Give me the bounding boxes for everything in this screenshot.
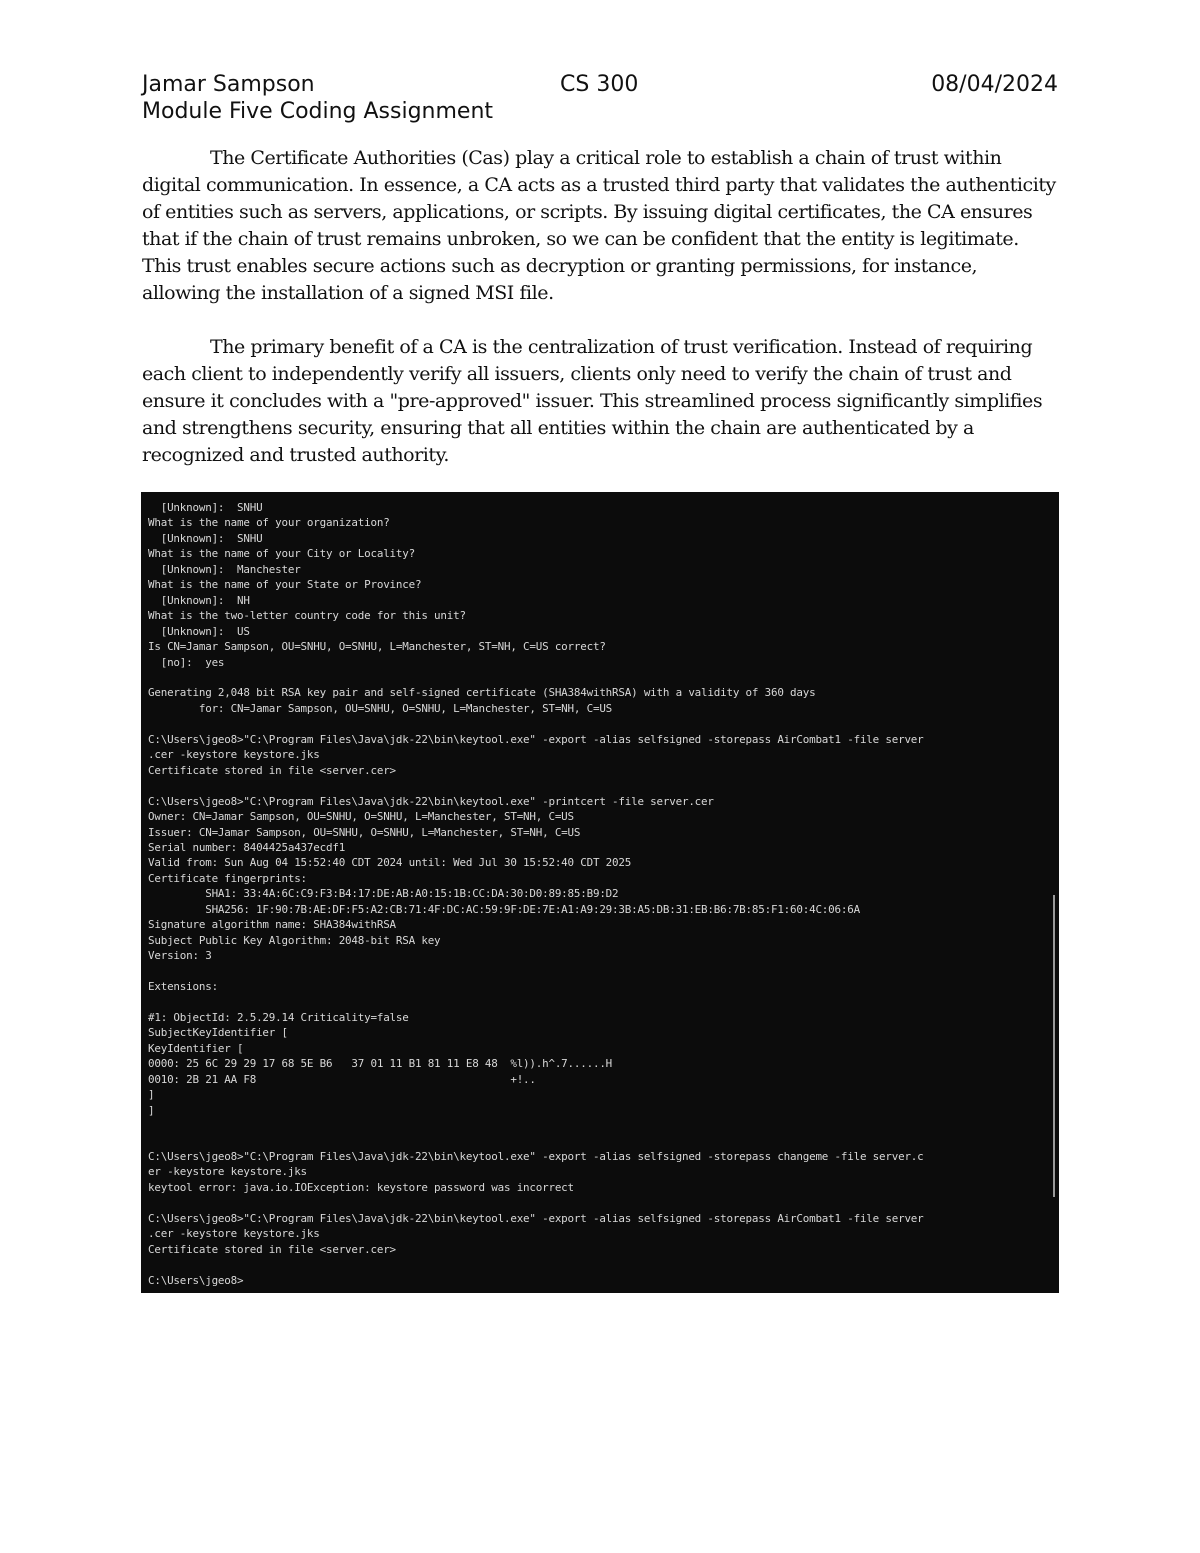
- terminal-output: [148, 500, 924, 1288]
- terminal-line: Subject Public Key Algorithm: 2048-bit RSA key: [148, 933, 441, 947]
- terminal-line: er -keystore keystore.jks: [148, 1165, 307, 1179]
- document-date: 08/04/2024: [931, 72, 1058, 97]
- terminal-line: Valid from: Sun Aug 04 15:52:40 CDT 2024 until: Wed Jul 30 15:52:40 CDT 2025: [148, 856, 632, 870]
- terminal-scrollbar[interactable]: [1053, 895, 1055, 1197]
- terminal-line: What is the name of your City or Locality?: [148, 547, 415, 561]
- terminal-line: [Unknown]: SNHU: [148, 531, 263, 545]
- terminal-line: .cer -keystore keystore.jks: [148, 1227, 320, 1241]
- terminal-line: Signature algorithm name: SHA384withRSA: [148, 918, 396, 932]
- terminal-line: Owner: CN=Jamar Sampson, OU=SNHU, O=SNHU, L=Manchester, ST=NH, C=US: [148, 810, 574, 824]
- course-code: CS 300: [560, 72, 639, 97]
- terminal-line: #1: ObjectId: 2.5.29.14 Criticality=false: [148, 1010, 409, 1024]
- terminal-line: [Unknown]: NH: [148, 593, 250, 607]
- terminal-line: ]: [148, 1088, 155, 1102]
- terminal-line: C:\Users\jgeo8>"C:\Program Files\Java\jdk-22\bin\keytool.exe" -export -alias selfsigned -storepass AirCombat1 -file server: [148, 1211, 924, 1225]
- terminal-line: keytool error: java.io.IOException: keystore password was incorrect: [148, 1180, 574, 1194]
- terminal-line: 0000: 25 6C 29 29 17 68 5E B6 37 01 11 B1 81 11 E8 48 %l)).h^.7......H: [148, 1057, 613, 1071]
- author-name: Jamar Sampson: [142, 72, 315, 97]
- terminal-line: What is the name of your State or Province?: [148, 578, 422, 592]
- terminal-line: Version: 3: [148, 949, 212, 963]
- terminal-line: Issuer: CN=Jamar Sampson, OU=SNHU, O=SNHU, L=Manchester, ST=NH, C=US: [148, 825, 581, 839]
- terminal-line: [Unknown]: SNHU: [148, 501, 263, 514]
- terminal-line: Is CN=Jamar Sampson, OU=SNHU, O=SNHU, L=Manchester, ST=NH, C=US correct?: [148, 640, 606, 654]
- paragraph-ca-benefit: The primary benefit of a CA is the centralization of trust verification. Instead of requiring each client to independently verify all issuers, clients only need to verify the chain of trust and ensure it concludes with a "pre-approved" issuer. This streamlined process significantly simplifies and strengthens security, ensuring that all entities within the chain are authenticated by a recognized and trusted authority.: [142, 336, 1043, 466]
- terminal-line: ]: [148, 1103, 155, 1117]
- header-row: [142, 72, 1058, 100]
- terminal-line: Generating 2,048 bit RSA key pair and self-signed certificate (SHA384withRSA) with a validity of 360 days: [148, 686, 816, 700]
- assignment-title: Module Five Coding Assignment: [142, 99, 494, 124]
- terminal-line: 0010: 2B 21 AA F8 +!..: [148, 1072, 536, 1086]
- paragraph-ca-role: The Certificate Authorities (Cas) play a critical role to establish a chain of trust within digital communication. In essence, a CA acts as a trusted third party that validates the authenticity of entities such as servers, applications, or scripts. By issuing digital certificates, the CA ensures that if the chain of trust remains unbroken, so we can be confident that the entity is legitimate. This trust enables secure actions such as decryption or granting permissions, for instance, allowing the installation of a signed MSI file.: [142, 147, 1056, 304]
- terminal-line: Extensions:: [148, 980, 218, 994]
- assignment-row: [142, 99, 1058, 127]
- terminal-line: C:\Users\jgeo8>"C:\Program Files\Java\jdk-22\bin\keytool.exe" -printcert -file server.cer: [148, 794, 714, 808]
- terminal-line: C:\Users\jgeo8>"C:\Program Files\Java\jdk-22\bin\keytool.exe" -export -alias selfsigned -storepass AirCombat1 -file server: [148, 732, 924, 746]
- terminal-line: SHA1: 33:4A:6C:C9:F3:B4:17:DE:AB:A0:15:1B:CC:DA:30:D0:89:85:B9:D2: [148, 887, 619, 901]
- terminal-line: Certificate stored in file <server.cer>: [148, 1242, 396, 1256]
- terminal-line: Certificate fingerprints:: [148, 871, 307, 885]
- terminal-line: What is the name of your organization?: [148, 516, 390, 530]
- terminal-line: for: CN=Jamar Sampson, OU=SNHU, O=SNHU, L=Manchester, ST=NH, C=US: [148, 701, 613, 715]
- terminal-line: [Unknown]: US: [148, 624, 250, 638]
- terminal-line: [Unknown]: Manchester: [148, 562, 301, 576]
- terminal-line: [no]: yes: [148, 655, 225, 669]
- terminal-line: C:\Users\jgeo8>"C:\Program Files\Java\jdk-22\bin\keytool.exe" -export -alias selfsigned -storepass changeme -file server.c: [148, 1150, 924, 1164]
- terminal-line: SHA256: 1F:90:7B:AE:DF:F5:A2:CB:71:4F:DC:AC:59:9F:DE:7E:A1:A9:29:3B:A5:DB:31:EB:B6:7B:85:F1:60:4C:06:6A: [148, 902, 860, 916]
- terminal-line: Serial number: 8404425a437ecdf1: [148, 840, 346, 854]
- terminal-line: SubjectKeyIdentifier [: [148, 1026, 288, 1040]
- terminal-line: .cer -keystore keystore.jks: [148, 748, 320, 762]
- terminal-screenshot: [141, 492, 1059, 1293]
- terminal-line: KeyIdentifier [: [148, 1041, 244, 1055]
- terminal-line: Certificate stored in file <server.cer>: [148, 763, 396, 777]
- terminal-line: What is the two-letter country code for this unit?: [148, 609, 466, 623]
- terminal-line: C:\Users\jgeo8>: [148, 1273, 244, 1287]
